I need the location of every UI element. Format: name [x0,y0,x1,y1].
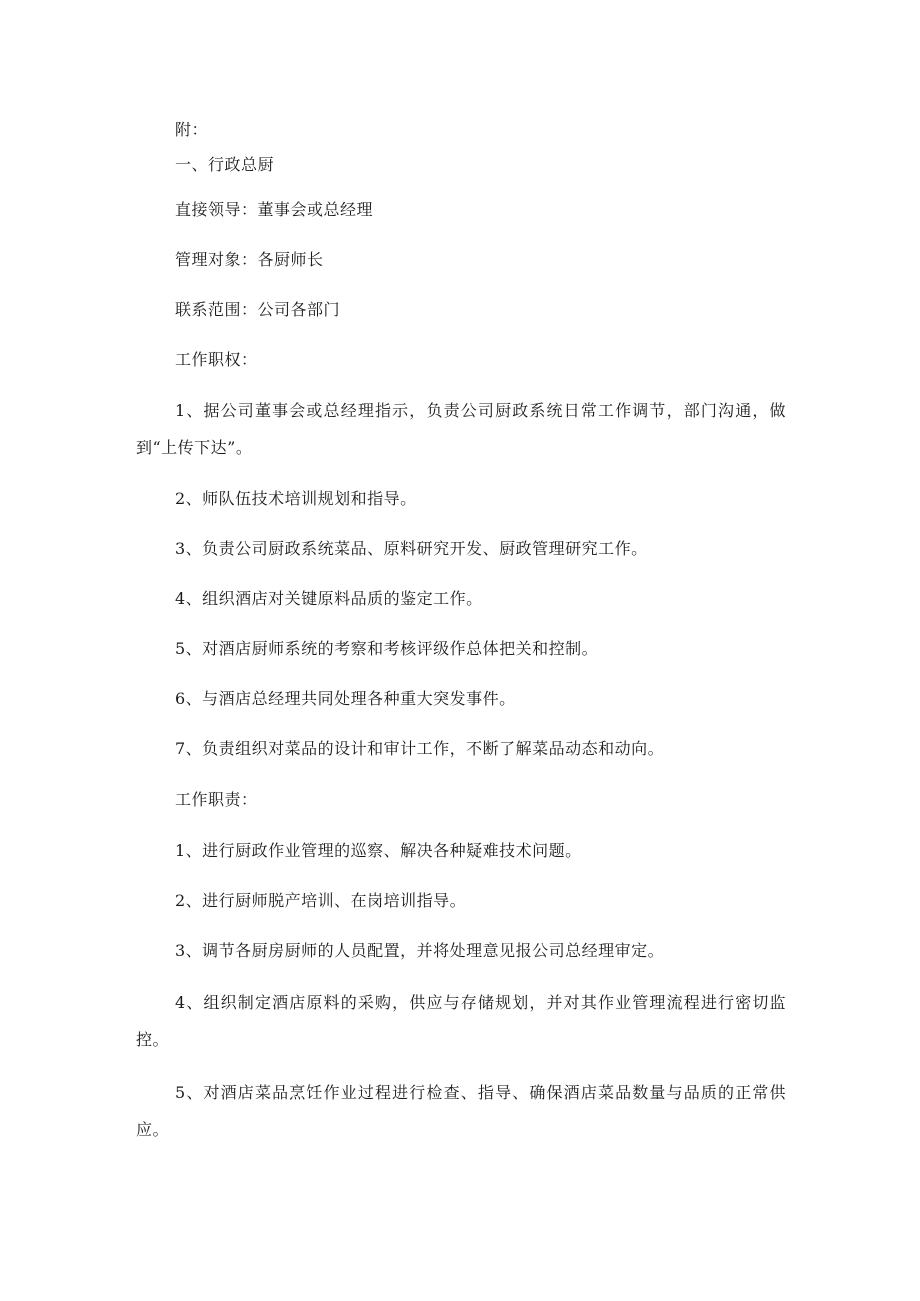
duty-item-3: 3、调节各厨房厨师的人员配置，并将处理意见报公司总经理审定。 [175,941,665,960]
appendix-label: 附： [175,120,209,139]
authority-item-1: 1、据公司董事会或总经理指示，负责公司厨政系统日常工作调节，部门沟通，做到“上传下达”。 [136,401,786,457]
authority-item-6: 6、与酒店总经理共同处理各种重大突发事件。 [175,689,516,708]
authority-item-4: 4、组织酒店对关键原料品质的鉴定工作。 [175,589,483,608]
direct-leader: 直接领导：董事会或总经理 [175,200,374,219]
duties-title: 工作职责： [175,790,258,809]
authority-item-2: 2、师队伍技术培训规划和指导。 [175,489,417,508]
authority-item-5: 5、对酒店厨师系统的考察和考核评级作总体把关和控制。 [175,639,599,658]
managed-objects: 管理对象：各厨师长 [175,250,324,269]
duty-item-4: 4、组织制定酒店原料的采购，供应与存储规划，并对其作业管理流程进行密切监控。 [136,993,786,1049]
duty-item-1: 1、进行厨政作业管理的巡察、解决各种疑难技术问题。 [175,841,582,860]
authority-item-7: 7、负责组织对菜品的设计和审计工作，不断了解菜品动态和动向。 [175,739,665,758]
duty-item-5: 5、对酒店菜品烹饪作业过程进行检查、指导、确保酒店菜品数量与品质的正常供应。 [136,1083,786,1139]
duty-item-2: 2、进行厨师脱产培训、在岗培训指导。 [175,891,467,910]
contact-scope: 联系范围：公司各部门 [175,300,341,319]
authority-title: 工作职权： [175,350,258,369]
authority-item-3: 3、负责公司厨政系统菜品、原料研究开发、厨政管理研究工作。 [175,539,648,558]
section-title: 一、行政总厨 [175,155,275,174]
